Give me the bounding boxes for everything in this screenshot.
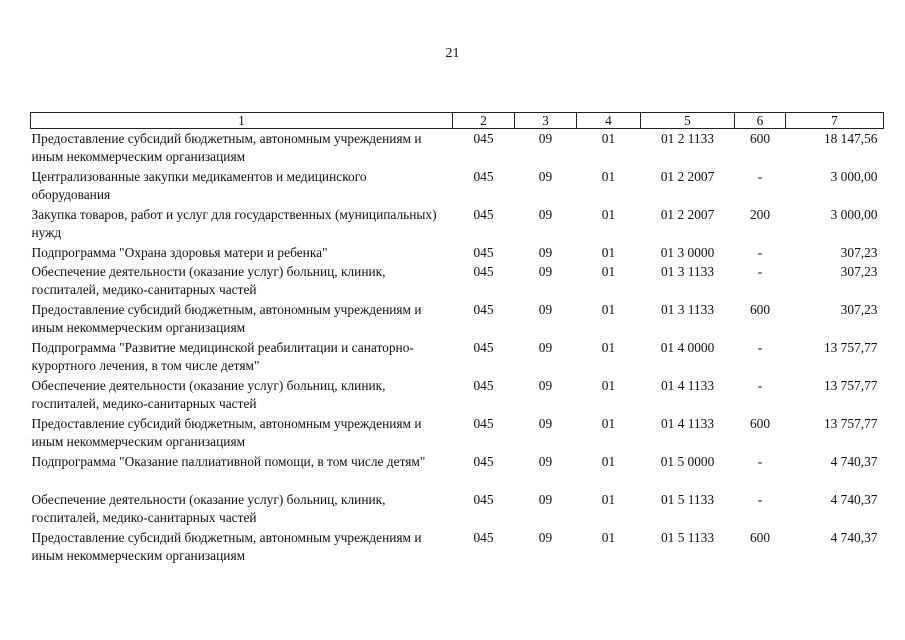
row-name: Подпрограмма "Охрана здоровья матери и ребенка": [31, 244, 328, 260]
header-col-1: 1: [31, 113, 453, 129]
table-row: [31, 167, 884, 205]
row-expense-type: -: [757, 263, 763, 279]
table-header: [31, 113, 884, 129]
row-target-code: 01 4 1133: [660, 415, 715, 431]
row-section-code: 09: [538, 453, 553, 469]
row-target-code: 01 2 2007: [660, 206, 715, 222]
row-name: Обеспечение деятельности (оказание услуг) больниц, клиник, госпиталей, медико-санитарных частей: [31, 491, 386, 525]
row-expense-type: -: [757, 491, 763, 507]
row-expense-type: 600: [749, 131, 771, 146]
table-body: [31, 129, 884, 566]
row-ministry-code: 045: [473, 168, 494, 184]
row-ministry-code: 045: [473, 529, 494, 545]
row-name: Централизованные закупки медикаментов и медицинского оборудования: [31, 168, 367, 202]
row-section-code: 09: [538, 131, 553, 146]
header-row: [31, 113, 884, 129]
row-subsection-code: 01: [601, 244, 616, 260]
row-subsection-code: 01: [601, 301, 616, 317]
row-section-code: 09: [538, 415, 553, 431]
row-subsection-code: 01: [601, 131, 616, 146]
row-expense-type: -: [757, 377, 763, 393]
row-section-code: 09: [538, 529, 553, 545]
row-section-code: 09: [538, 168, 553, 184]
row-target-code: 01 4 1133: [660, 377, 715, 393]
row-subsection-code: 01: [601, 339, 616, 355]
row-subsection-code: 01: [601, 415, 616, 431]
row-expense-type: 600: [749, 529, 771, 545]
row-section-code: 09: [538, 301, 553, 317]
row-ministry-code: 045: [473, 244, 494, 260]
row-name: Закупка товаров, работ и услуг для государственных (муниципальных) нужд: [31, 206, 437, 240]
row-name: Предоставление субсидий бюджетным, автономным учреждениям и иным некоммерческим организациям: [31, 529, 422, 563]
header-col-3: 3: [515, 113, 577, 129]
table-row: [31, 528, 884, 566]
table-row: [31, 205, 884, 243]
row-subsection-code: 01: [601, 491, 616, 507]
row-section-code: 09: [538, 244, 553, 260]
row-expense-type: -: [757, 453, 763, 469]
row-amount: 13 757,77: [823, 377, 878, 393]
row-expense-type: -: [757, 339, 763, 355]
row-amount: 13 757,77: [823, 415, 878, 431]
row-target-code: 01 2 1133: [660, 131, 715, 146]
table-row: [31, 414, 884, 452]
row-expense-type: 600: [749, 301, 771, 317]
row-section-code: 09: [538, 263, 553, 279]
header-col-4: 4: [577, 113, 641, 129]
row-expense-type: 600: [749, 415, 771, 431]
header-col-5: 5: [641, 113, 735, 129]
table-row: [31, 490, 884, 528]
row-ministry-code: 045: [473, 263, 494, 279]
row-amount: 4 740,37: [830, 529, 878, 545]
row-target-code: 01 5 1133: [660, 529, 715, 545]
row-amount: 4 740,37: [830, 453, 878, 469]
row-subsection-code: 01: [601, 263, 616, 279]
row-amount: 307,23: [840, 263, 878, 279]
row-ministry-code: 045: [473, 453, 494, 469]
table-row: [31, 452, 884, 490]
row-amount: 3 000,00: [830, 206, 878, 222]
row-ministry-code: 045: [473, 206, 494, 222]
row-ministry-code: 045: [473, 131, 494, 146]
table-row: [31, 300, 884, 338]
row-ministry-code: 045: [473, 491, 494, 507]
row-name: Предоставление субсидий бюджетным, автономным учреждениям и иным некоммерческим организациям: [31, 415, 422, 449]
row-amount: 307,23: [840, 301, 878, 317]
row-name: Подпрограмма "Оказание паллиативной помощи, в том числе детям": [31, 453, 426, 469]
header-col-6: 6: [735, 113, 786, 129]
row-expense-type: -: [757, 244, 763, 260]
row-subsection-code: 01: [601, 206, 616, 222]
row-section-code: 09: [538, 339, 553, 355]
row-expense-type: -: [757, 168, 763, 184]
row-target-code: 01 3 1133: [660, 263, 715, 279]
row-subsection-code: 01: [601, 377, 616, 393]
row-subsection-code: 01: [601, 168, 616, 184]
row-section-code: 09: [538, 491, 553, 507]
row-ministry-code: 045: [473, 377, 494, 393]
row-amount: 18 147,56: [823, 131, 878, 146]
table-row: [31, 376, 884, 414]
row-expense-type: 200: [749, 206, 771, 222]
row-amount: 13 757,77: [823, 339, 878, 355]
row-subsection-code: 01: [601, 529, 616, 545]
row-ministry-code: 045: [473, 301, 494, 317]
header-col-2: 2: [453, 113, 515, 129]
row-name: Предоставление субсидий бюджетным, автономным учреждениям и иным некоммерческим организациям: [31, 301, 422, 335]
row-amount: 4 740,37: [830, 491, 878, 507]
row-amount: 307,23: [840, 244, 878, 260]
row-name: Обеспечение деятельности (оказание услуг) больниц, клиник, госпиталей, медико-санитарных частей: [31, 263, 386, 297]
row-subsection-code: 01: [601, 453, 616, 469]
budget-table: [30, 112, 884, 566]
table-row: [31, 338, 884, 376]
table-row: [31, 262, 884, 300]
row-target-code: 01 2 2007: [660, 168, 715, 184]
header-col-7: 7: [786, 113, 884, 129]
row-target-code: 01 4 0000: [660, 339, 715, 355]
row-target-code: 01 5 1133: [660, 491, 715, 507]
row-ministry-code: 045: [473, 415, 494, 431]
row-target-code: 01 5 0000: [660, 453, 715, 469]
table-row: [31, 129, 884, 167]
table-row: [31, 243, 884, 262]
row-target-code: 01 3 0000: [660, 244, 715, 260]
row-name: Предоставление субсидий бюджетным, автономным учреждениям и иным некоммерческим организациям: [31, 131, 422, 164]
row-target-code: 01 3 1133: [660, 301, 715, 317]
row-ministry-code: 045: [473, 339, 494, 355]
row-section-code: 09: [538, 206, 553, 222]
row-section-code: 09: [538, 377, 553, 393]
row-amount: 3 000,00: [830, 168, 878, 184]
row-name: Обеспечение деятельности (оказание услуг) больниц, клиник, госпиталей, медико-санитарных частей: [31, 377, 386, 411]
row-name: Подпрограмма "Развитие медицинской реабилитации и санаторно-курортного лечения, в том числе детям": [31, 339, 414, 373]
page-number: 21: [445, 46, 460, 61]
